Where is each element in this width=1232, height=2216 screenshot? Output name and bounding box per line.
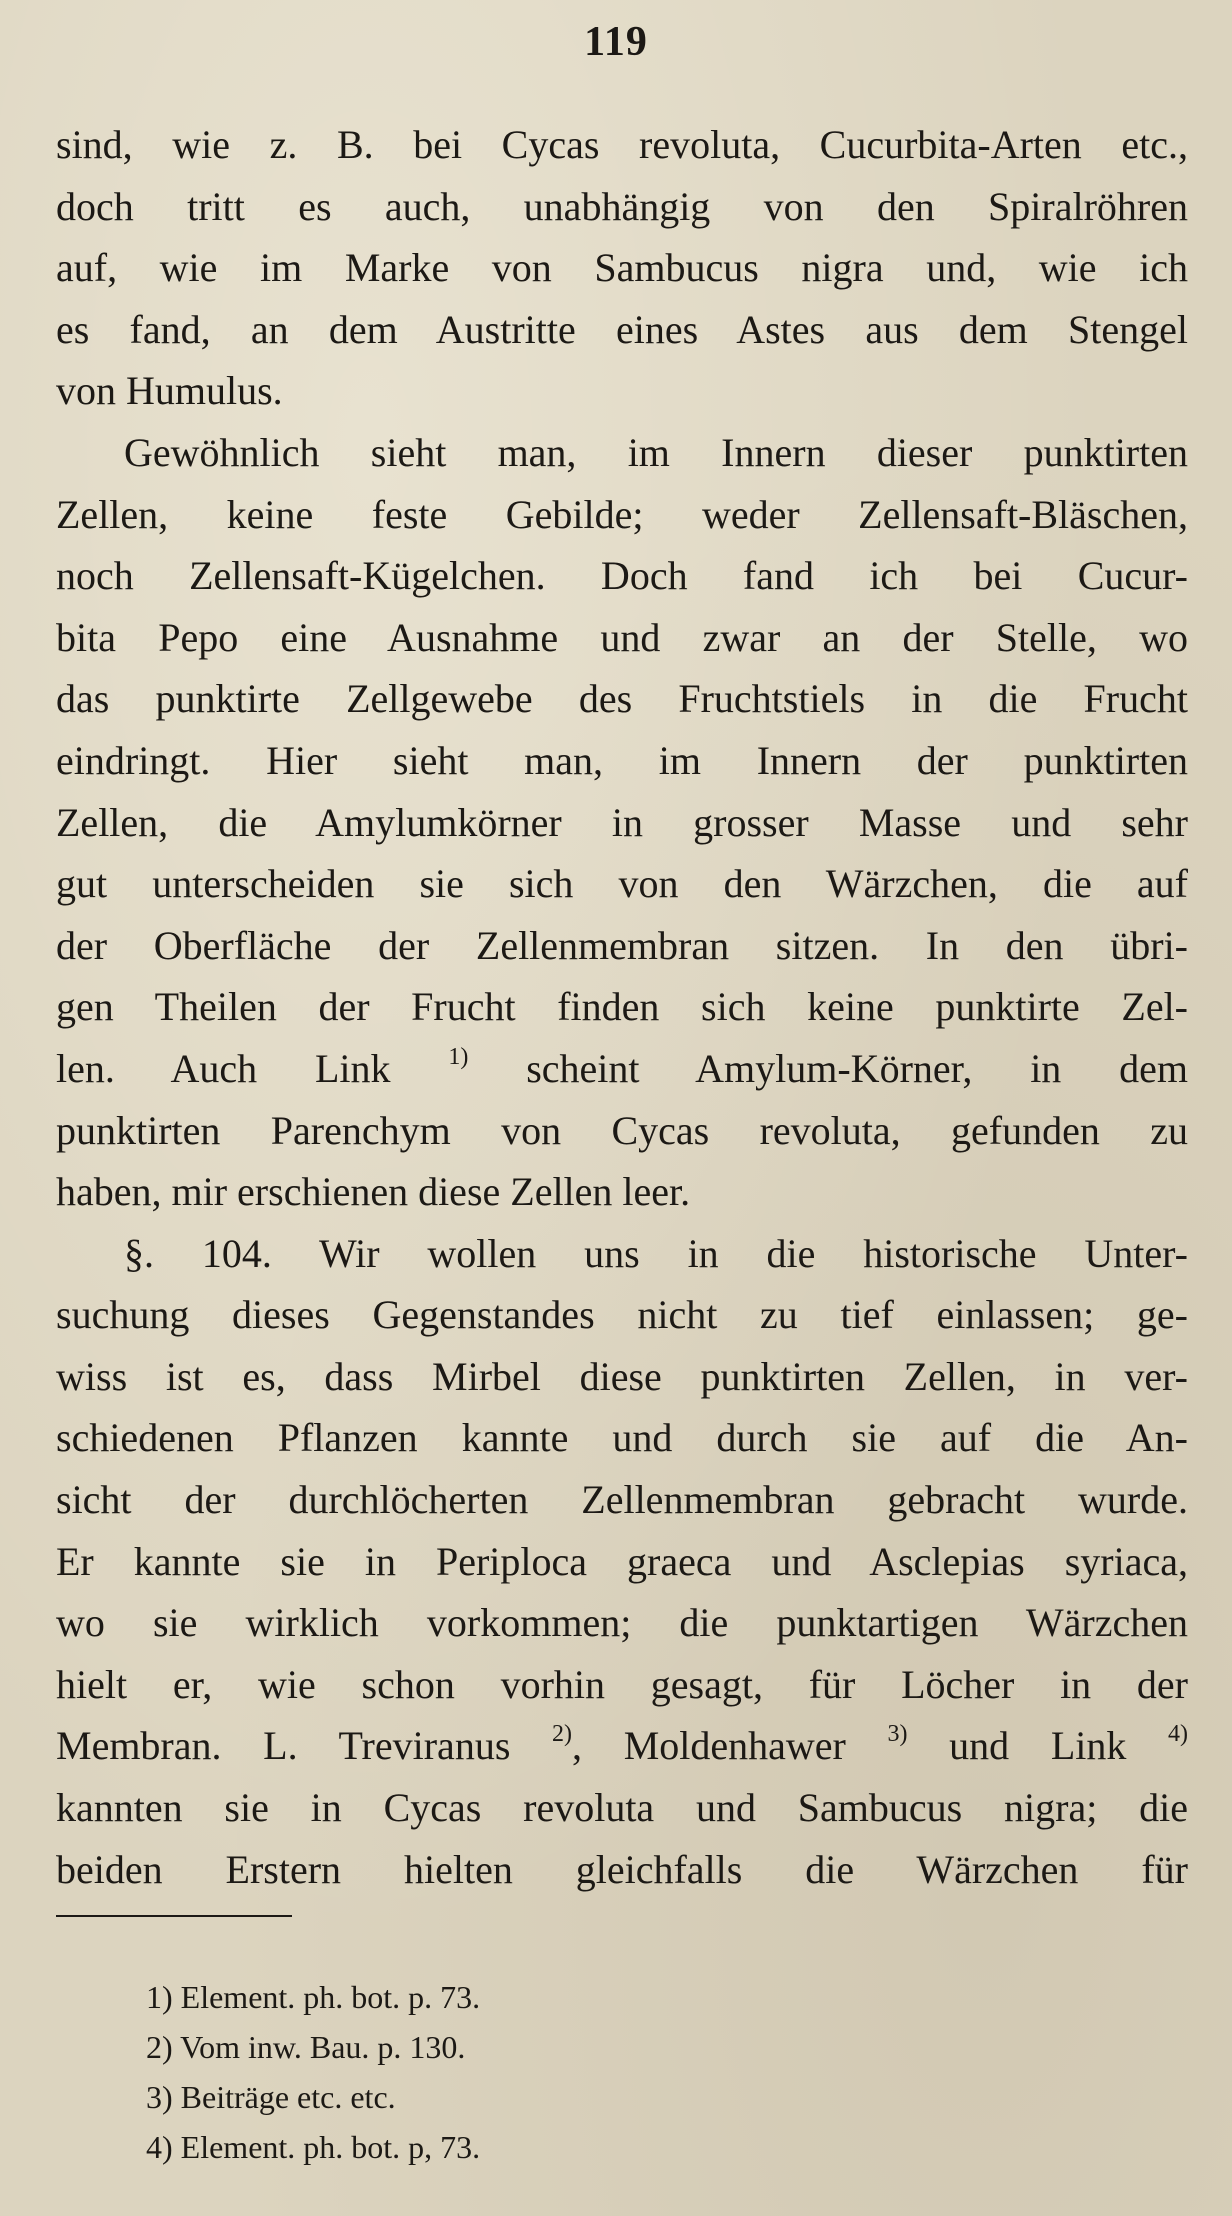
text-line: noch Zellensaft-Kügelchen. Doch fand ich bei Cucur- — [56, 553, 1188, 599]
text-line: §. 104. Wir wollen uns in die historische Unter- — [124, 1230, 1188, 1276]
text-line: gen Theilen der Frucht finden sich keine punktirte Zel- — [56, 984, 1188, 1030]
text-line: wiss ist es, dass Mirbel diese punktirten Zellen, in ver- — [56, 1353, 1188, 1399]
text-line: von Humulus. — [56, 368, 283, 414]
text-line: doch tritt es auch, unabhängig von den Spiralröhren — [56, 183, 1188, 229]
text-line: Zellen, die Amylumkörner in grosser Masse und sehr — [56, 799, 1188, 845]
text-line: gut unterscheiden sie sich von den Wärzchen, die auf — [56, 861, 1188, 907]
footnotes — [146, 1972, 946, 2172]
footnote-text: Element. ph. bot. p. 73. — [180, 1979, 481, 2015]
body-text — [56, 114, 1188, 1900]
page-number: 119 — [584, 19, 648, 65]
footnote — [146, 2022, 946, 2072]
footnote-marker: 3) — [146, 2079, 173, 2115]
text-line: haben, mir erschienen diese Zellen leer. — [56, 1169, 691, 1215]
footnote — [146, 2122, 946, 2172]
text-line: hielt er, wie schon vorhin gesagt, für Löcher in der — [56, 1661, 1188, 1707]
footnote — [146, 1972, 946, 2022]
footnote-ref[interactable]: 3) — [887, 1721, 908, 1748]
text-line: sicht der durchlöcherten Zellenmembran gebracht wurde. — [56, 1477, 1188, 1523]
text-segment: , Moldenhawer — [572, 1723, 846, 1769]
footnote-ref[interactable]: 2) — [552, 1721, 573, 1748]
text-line: kannten sie in Cycas revoluta und Sambucus nigra; die — [56, 1785, 1188, 1831]
footnote-marker: 4) — [146, 2129, 173, 2165]
text-line: eindringt. Hier sieht man, im Innern der punktirten — [56, 737, 1188, 783]
text-line: bita Pepo eine Ausnahme und zwar an der Stelle, wo — [56, 614, 1188, 660]
footnote-marker: 2) — [146, 2029, 173, 2065]
text-line: sind, wie z. B. bei Cycas revoluta, Cucurbita-Arten etc., — [56, 122, 1188, 167]
text-line: Gewöhnlich sieht man, im Innern dieser punktirten — [124, 429, 1188, 475]
text-segment: scheint Amylum-Körner, in dem — [526, 1045, 1189, 1091]
text-segment: Membran. L. Treviranus — [56, 1723, 511, 1769]
text-line: wo sie wirklich vorkommen; die punktartigen Wärzchen — [56, 1600, 1188, 1646]
text-segment: len. Auch Link — [56, 1045, 391, 1091]
text-line: suchung dieses Gegenstandes nicht zu tief einlassen; ge- — [56, 1292, 1188, 1338]
footnote-ref[interactable]: 1) — [448, 1043, 469, 1070]
text-line — [56, 1715, 1188, 1777]
text-line: es fand, an dem Austritte eines Astes aus dem Stengel — [56, 306, 1188, 352]
footnote-ref[interactable]: 4) — [1168, 1721, 1189, 1748]
text-line — [56, 1038, 1188, 1100]
text-line: Er kannte sie in Periploca graeca und Asclepias syriaca, — [56, 1538, 1188, 1584]
text-line: beiden Erstern hielten gleichfalls die Wärzchen für — [56, 1846, 1188, 1892]
footnote-text: Beiträge etc. etc. — [180, 2079, 396, 2115]
footnote-text: Vom inw. Bau. p. 130. — [180, 2029, 466, 2065]
footnote-text: Element. ph. bot. p, 73. — [180, 2129, 481, 2165]
footnote-marker: 1) — [146, 1979, 173, 2015]
text-line: punktirten Parenchym von Cycas revoluta, gefunden zu — [56, 1107, 1188, 1153]
text-line: auf, wie im Marke von Sambucus nigra und, wie ich — [56, 245, 1188, 291]
text-segment: und Link — [949, 1723, 1127, 1769]
footnote — [146, 2072, 946, 2122]
text-line: Zellen, keine feste Gebilde; weder Zellensaft-Bläschen, — [56, 491, 1188, 537]
text-line: das punktirte Zellgewebe des Fruchtstiels in die Frucht — [56, 676, 1188, 722]
text-line: schiedenen Pflanzen kannte und durch sie auf die An- — [56, 1415, 1188, 1461]
footnote-divider — [56, 1915, 292, 1917]
text-line: der Oberfläche der Zellenmembran sitzen. In den übri- — [56, 922, 1188, 968]
